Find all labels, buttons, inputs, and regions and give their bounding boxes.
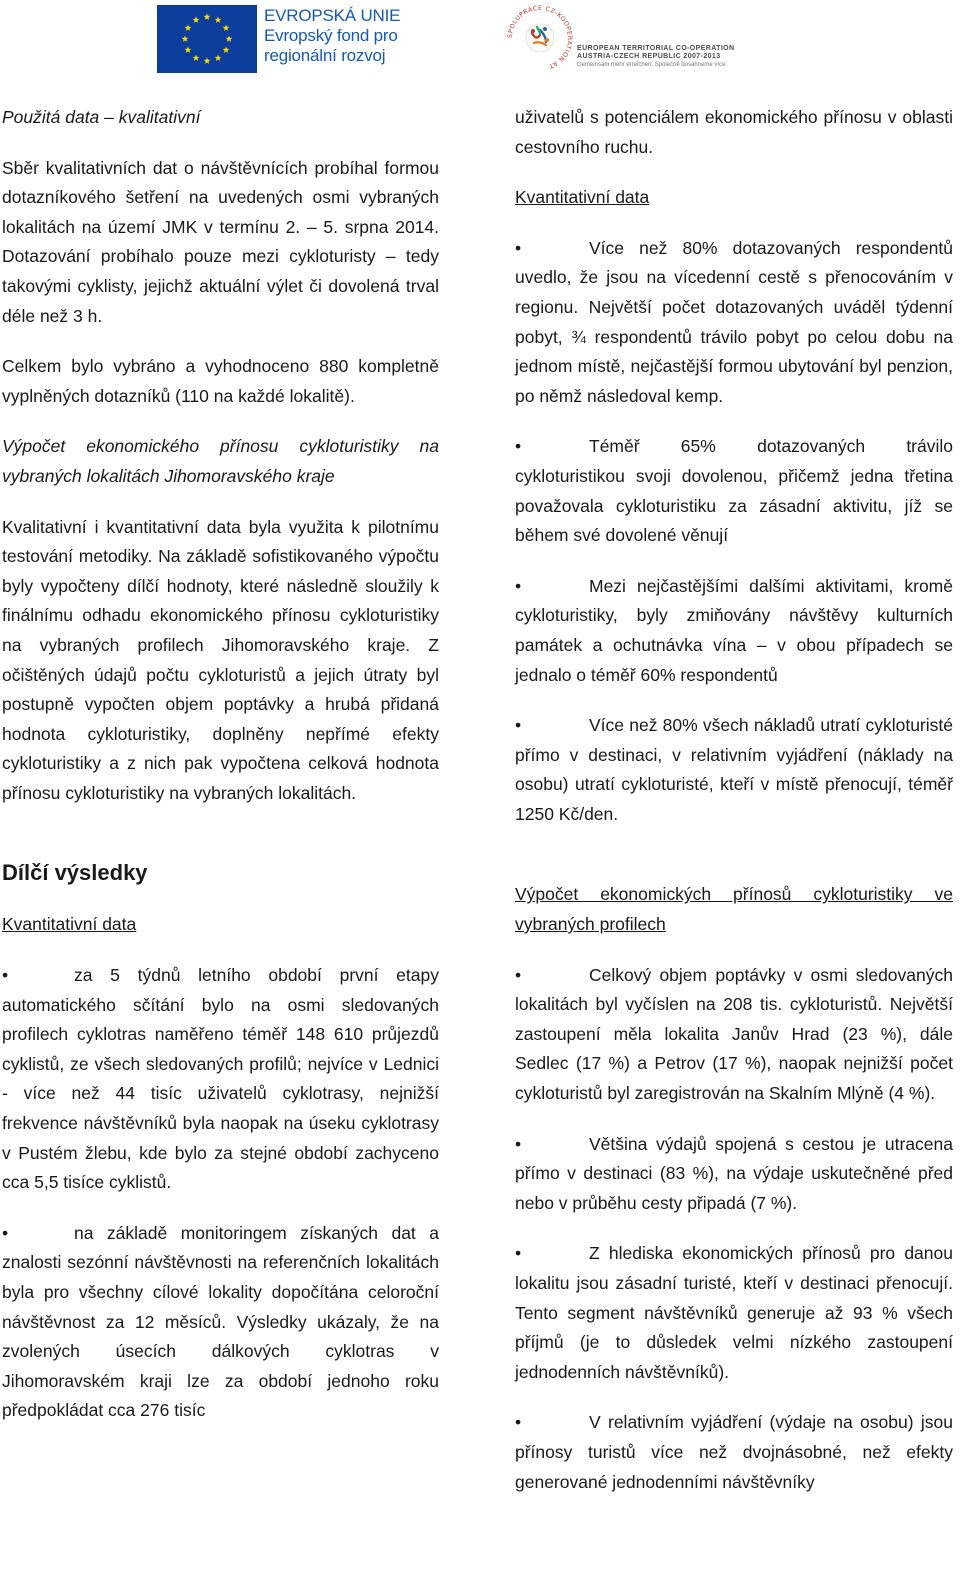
list-item bbox=[515, 961, 953, 1109]
eu-logo-line: Evropský fond pro bbox=[264, 26, 398, 45]
list-item-text: Téměř 65% dotazovaných trávilo cykloturistikou svoji dovolenou, přičemž jedna třetina považovala cykloturistiku za zásadní aktivitu, jíž se během své dovolené věnují bbox=[515, 436, 953, 546]
bullet-mark: • bbox=[2, 1222, 9, 1243]
list-item bbox=[515, 711, 953, 829]
quantitative-title bbox=[515, 183, 953, 213]
list-item bbox=[515, 234, 953, 412]
bullet-mark: • bbox=[515, 964, 522, 985]
quantitative-title bbox=[2, 910, 439, 940]
list-item-text: za 5 týdnů letního období první etapy automatického sčítání bylo na osmi sledovaných profilech cyklotras naměřeno téměř 148 610 průjezdů cyklistů, ze všech sledovaných profilů; nejvíce v Lednici - více než 44 tisíc uživatelů cyklotrasy, nejnižší frekvence návštěvníků byla naopak na úseku cyklotrasy v Pustém žlebu, kde bylo za stejné období zachyceno cca 5,5 tisíce cyklistů. bbox=[2, 965, 439, 1193]
list-item-text: na základě monitoringem získaných dat a znalosti sezónní návštěvnosti na referenčních lokalitách byla pro všechny cílové lokality dopočítána celoroční návštěvnost za 12 měsíců. Výsledky ukázaly, že na zvolených úsecích dálkových cyklotras v Jihomoravském kraji lze za období jednoho roku předpokládat cca 276 tisíc bbox=[2, 1222, 439, 1421]
coop-line: EUROPEAN TERRITORIAL CO-OPERATION bbox=[577, 45, 735, 52]
paragraph-questionnaires: Celkem bylo vybráno a vyhodnoceno 880 kompletně vyplněných dotazníků (110 na každé lokalitě). bbox=[2, 356, 439, 406]
cooperation-seal-icon bbox=[505, 3, 575, 73]
cooperation-seal-logo bbox=[505, 3, 575, 73]
eu-logo-text bbox=[264, 6, 401, 66]
bullet-mark: • bbox=[515, 575, 522, 596]
list-item-text: Více než 80% dotazovaných respondentů uvedlo, že jsou na vícedenní cestě s přenocováním v regionu. Největší počet dotazovaných uváděl týdenní pobyt, ¾ respondentů trávilo pobyt po celou dobu na jednom místě, nejčastější formou ubytování byl penzion, po němž následoval kemp. bbox=[515, 237, 953, 406]
list-item-text: Mezi nejčastějšími dalšími aktivitami, kromě cykloturistiky, byly zmiňovány návštěvy kulturních památek a ochutnávka vína – v obou případech se jednalo o téměř 60% respondentů bbox=[515, 575, 953, 685]
list-item-text: Z hlediska ekonomických přínosů pro danou lokalitu jsou zásadní turisté, kteří v destinaci přenocují. Tento segment návštěvníků generuje až 93 % všech příjmů (je to důsledek velmi nízkého zastoupení jednodenních návštěvníků). bbox=[515, 1243, 953, 1382]
list-item-text: Více než 80% všech nákladů utratí cykloturisté přímo v destinaci, v relativním vyjádření (náklady na osobu) utratí cykloturisté, kteří v místě přenocují, téměř 1250 Kč/den. bbox=[515, 715, 953, 824]
list-item-text: Celkový objem poptávky v osmi sledovaných lokalitách byl vyčíslen na 208 tis. cykloturistů. Největší zastoupení měla lokalita Janův Hrad (23 %), dále Sedlec (17 %) a Petrov (17 %), naopak nejnižší počet cykloturistů byl zaregistrován na Skalním Mlýně (4 %). bbox=[515, 964, 953, 1104]
bullet-mark: • bbox=[515, 1243, 522, 1264]
coop-tagline: Gemeinsam mehr erreichen. Společně dosáhneme více. bbox=[577, 62, 728, 68]
paragraph-methodology: Kvalitativní i kvantitativní data byla využita k pilotnímu testování metodiky. Na základě sofistikovaného výpočtu byly vypočteny dílčí hodnoty, které následně sloužily k finálnímu odhadu ekonomického přínosu cykloturistiky na vybraných profilech Jihomoravského kraje. Z očištěných údajů počtu cykloturistů a jejich útraty byl postupně vypočten objem poptávky a hrubá přidaná hodnota cykloturistiky, doplněny nepřímé efekty cykloturistiky a z nich pak vypočtena celková hodnota přínosu cykloturistiky na vybraných lokalitách. bbox=[2, 516, 439, 803]
left-column bbox=[2, 103, 439, 1426]
paragraph-data-collection: Sběr kvalitativních dat o návštěvnících probíhal formou dotazníkového šetření na uvedených osmi vybraných lokalitách na území JMK v termínu 2. – 5. srpna 2014. Dotazování probíhalo pouze mezi cykloturisty – tedy takovými cyklisty, jejichž aktuální výlet či dovolená trval déle než 3 h. bbox=[2, 157, 439, 326]
eu-logo-line: regionální rozvoj bbox=[264, 46, 386, 65]
right-column bbox=[515, 103, 953, 1497]
list-item bbox=[515, 1408, 953, 1497]
calc-title-text: Výpočet ekonomických přínosů cykloturistiky ve vybraných profilech bbox=[515, 884, 953, 935]
eu-flag-logo bbox=[157, 5, 257, 73]
bullet-mark: • bbox=[515, 715, 522, 736]
list-item bbox=[2, 1219, 439, 1426]
list-item-text: V relativním vyjádření (výdaje na osobu) jsou přínosy turistů více než dvojnásobné, než efekty generované jednodenními návštěvníky bbox=[515, 1412, 953, 1492]
paragraph-continuation: uživatelů s potenciálem ekonomického přínosu v oblasti cestovního ruchu. bbox=[515, 107, 953, 157]
used-data-title: Použitá data – kvalitativní bbox=[2, 107, 201, 127]
list-item bbox=[515, 1239, 953, 1387]
list-item bbox=[2, 961, 439, 1198]
calc-title bbox=[515, 880, 953, 939]
coop-line: AUSTRIA-CZECH REPUBLIC 2007-2013 bbox=[577, 53, 721, 60]
list-item-text: Většina výdajů spojená s cestou je utracena přímo v destinaci (83 %), na výdaje uskutečněné před nebo v průběhu cesty připadá (7 %). bbox=[515, 1133, 953, 1213]
bullet-mark: • bbox=[515, 1412, 522, 1433]
list-item bbox=[515, 432, 953, 550]
results-heading: Dílčí výsledky bbox=[2, 860, 148, 886]
list-item bbox=[515, 1130, 953, 1219]
seal-ring-text: SPOLUPRÁCE CZ-KOOPERATION AT bbox=[506, 4, 574, 70]
cooperation-logo-text bbox=[577, 45, 777, 69]
eu-logo-line: EVROPSKÁ UNIE bbox=[264, 6, 401, 25]
calc-title: Výpočet ekonomického přínosu cykloturistiky na vybraných lokalitách Jihomoravského kraje bbox=[2, 436, 439, 486]
quantitative-title-text: Kvantitativní data bbox=[515, 187, 650, 208]
quantitative-title-text: Kvantitativní data bbox=[2, 914, 137, 935]
bullet-mark: • bbox=[2, 965, 9, 986]
eu-stars-icon bbox=[157, 5, 257, 73]
bullet-mark: • bbox=[515, 1133, 522, 1154]
bullet-mark: • bbox=[515, 237, 522, 258]
list-item bbox=[515, 572, 953, 690]
bullet-mark: • bbox=[515, 436, 522, 457]
